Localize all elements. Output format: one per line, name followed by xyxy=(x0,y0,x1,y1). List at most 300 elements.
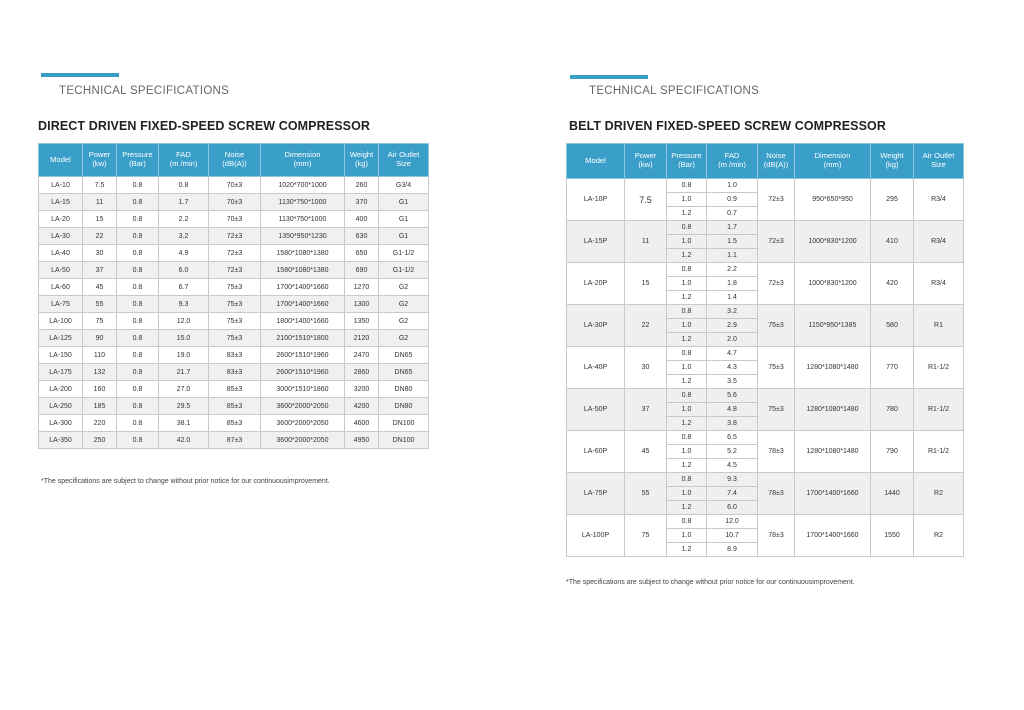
cell-pressure: 0.8 xyxy=(667,221,707,235)
column-header-label: Noise xyxy=(224,150,245,160)
cell-model: LA-30P xyxy=(567,305,625,347)
cell-pressure: 1.2 xyxy=(667,459,707,473)
cell-model: LA-100 xyxy=(39,313,83,330)
cell-pressure: 0.8 xyxy=(117,398,159,415)
cell-outlet: G3/4 xyxy=(379,177,429,194)
column-header xyxy=(795,144,871,179)
table-row xyxy=(39,381,429,398)
cell-pressure: 1.0 xyxy=(667,361,707,375)
column-header-label: Noise xyxy=(766,151,786,161)
cell-power: 15 xyxy=(625,263,667,305)
cell-dimension: 1700*1400*1660 xyxy=(795,515,871,557)
cell-noise: 72±3 xyxy=(758,221,795,263)
column-header-label: Weight xyxy=(349,150,374,160)
cell-fad: 1.7 xyxy=(159,194,209,211)
cell-power: 15 xyxy=(83,211,117,228)
cell-fad: 4.3 xyxy=(707,361,758,375)
cell-outlet: G1 xyxy=(379,211,429,228)
cell-dimension: 1130*750*1000 xyxy=(261,194,345,211)
cell-weight: 2470 xyxy=(345,347,379,364)
cell-pressure: 0.8 xyxy=(117,347,159,364)
cell-pressure: 1.0 xyxy=(667,403,707,417)
table-row xyxy=(39,364,429,381)
column-header-label: Model xyxy=(585,155,606,165)
cell-noise: 75±3 xyxy=(758,305,795,347)
footnote: *The specifications are subject to change without prior notice for our continuousimprovement. xyxy=(566,579,855,586)
column-header-unit: (Bar) xyxy=(129,159,146,168)
cell-model: LA-200 xyxy=(39,381,83,398)
cell-weight: 630 xyxy=(345,228,379,245)
cell-power: 45 xyxy=(625,431,667,473)
column-header-label: FAD xyxy=(176,150,191,160)
cell-fad: 9.3 xyxy=(159,296,209,313)
cell-dimension: 1700*1400*1660 xyxy=(261,296,345,313)
cell-outlet: G2 xyxy=(379,279,429,296)
column-header xyxy=(39,144,83,177)
cell-pressure: 0.8 xyxy=(117,313,159,330)
column-header xyxy=(159,144,209,177)
cell-pressure: 0.8 xyxy=(667,515,707,529)
cell-fad: 19.0 xyxy=(159,347,209,364)
cell-fad: 4.5 xyxy=(707,459,758,473)
table-row xyxy=(39,279,429,296)
cell-outlet: DN65 xyxy=(379,364,429,381)
cell-dimension: 1150*950*1385 xyxy=(795,305,871,347)
cell-noise: 75±3 xyxy=(209,313,261,330)
cell-weight: 4950 xyxy=(345,432,379,449)
cell-weight: 790 xyxy=(871,431,914,473)
cell-noise: 72±3 xyxy=(209,262,261,279)
cell-model: LA-10P xyxy=(567,179,625,221)
cell-dimension: 1580*1080*1380 xyxy=(261,245,345,262)
cell-fad: 42.0 xyxy=(159,432,209,449)
cell-power: 250 xyxy=(83,432,117,449)
cell-noise: 72±3 xyxy=(758,263,795,305)
cell-dimension: 2100*1510*1800 xyxy=(261,330,345,347)
cell-weight: 4200 xyxy=(345,398,379,415)
cell-pressure: 1.2 xyxy=(667,207,707,221)
cell-outlet: R1-1/2 xyxy=(914,389,964,431)
cell-fad: 4.9 xyxy=(159,245,209,262)
cell-weight: 1300 xyxy=(345,296,379,313)
column-header-label: Model xyxy=(50,154,71,164)
cell-outlet: DN80 xyxy=(379,381,429,398)
cell-fad: 6.0 xyxy=(159,262,209,279)
cell-noise: 75±3 xyxy=(209,330,261,347)
cell-fad: 8.9 xyxy=(707,543,758,557)
cell-pressure: 1.2 xyxy=(667,375,707,389)
table-row xyxy=(567,389,964,403)
cell-model: LA-40P xyxy=(567,347,625,389)
cell-power: 22 xyxy=(625,305,667,347)
cell-dimension: 1130*750*1000 xyxy=(261,211,345,228)
cell-dimension: 1280*1080*1480 xyxy=(795,431,871,473)
cell-dimension: 3600*2000*2050 xyxy=(261,398,345,415)
right-page xyxy=(512,0,1024,710)
cell-fad: 2.2 xyxy=(707,263,758,277)
cell-model: LA-175 xyxy=(39,364,83,381)
cell-pressure: 1.0 xyxy=(667,487,707,501)
cell-dimension: 1700*1400*1660 xyxy=(795,473,871,515)
cell-fad: 0.8 xyxy=(159,177,209,194)
column-header-unit: Size xyxy=(396,159,411,168)
cell-power: 7.5 xyxy=(83,177,117,194)
cell-dimension: 1800*1400*1660 xyxy=(261,313,345,330)
cell-pressure: 0.8 xyxy=(117,364,159,381)
cell-outlet: G2 xyxy=(379,313,429,330)
cell-power: 11 xyxy=(625,221,667,263)
cell-weight: 1550 xyxy=(871,515,914,557)
column-header-unit: (Bar) xyxy=(678,160,695,169)
cell-power: 30 xyxy=(83,245,117,262)
column-header-unit: (kg) xyxy=(354,159,369,168)
cell-fad: 29.5 xyxy=(159,398,209,415)
section-label: TECHNICAL SPECIFICATIONS xyxy=(59,85,230,97)
cell-fad: 1.1 xyxy=(707,249,758,263)
belt-driven-spec-table xyxy=(566,143,964,557)
cell-dimension: 1020*700*1000 xyxy=(261,177,345,194)
column-header-unit: (kw) xyxy=(638,160,653,169)
cell-fad: 5.6 xyxy=(707,389,758,403)
column-header-unit: (kg) xyxy=(885,160,899,169)
cell-weight: 650 xyxy=(345,245,379,262)
cell-fad: 10.7 xyxy=(707,529,758,543)
cell-weight: 420 xyxy=(871,263,914,305)
column-header xyxy=(667,144,707,179)
column-header xyxy=(379,144,429,177)
table-row xyxy=(567,221,964,235)
cell-noise: 78±3 xyxy=(758,473,795,515)
cell-outlet: R1-1/2 xyxy=(914,347,964,389)
cell-weight: 1350 xyxy=(345,313,379,330)
column-header-label: Power xyxy=(88,150,111,160)
table-row xyxy=(39,347,429,364)
cell-noise: 72±3 xyxy=(209,228,261,245)
cell-pressure: 1.2 xyxy=(667,543,707,557)
cell-pressure: 0.8 xyxy=(667,389,707,403)
cell-noise: 72±3 xyxy=(758,179,795,221)
cell-outlet: R3/4 xyxy=(914,221,964,263)
cell-pressure: 0.8 xyxy=(117,194,159,211)
cell-pressure: 1.0 xyxy=(667,235,707,249)
table-row xyxy=(567,305,964,319)
cell-model: LA-125 xyxy=(39,330,83,347)
table-row xyxy=(567,515,964,529)
column-header-label: Air Outlet xyxy=(387,150,420,160)
cell-dimension: 950*650*950 xyxy=(795,179,871,221)
cell-pressure: 0.8 xyxy=(667,305,707,319)
cell-power: 55 xyxy=(83,296,117,313)
column-header-unit: (kw) xyxy=(92,159,107,168)
cell-fad: 2.2 xyxy=(159,211,209,228)
accent-bar xyxy=(570,75,648,79)
cell-weight: 2120 xyxy=(345,330,379,347)
column-header xyxy=(117,144,159,177)
cell-pressure: 1.0 xyxy=(667,529,707,543)
cell-weight: 780 xyxy=(871,389,914,431)
cell-weight: 1270 xyxy=(345,279,379,296)
cell-pressure: 0.8 xyxy=(117,262,159,279)
cell-noise: 70±3 xyxy=(209,211,261,228)
cell-noise: 72±3 xyxy=(209,245,261,262)
table-header-row xyxy=(39,144,429,177)
table-row xyxy=(39,330,429,347)
cell-outlet: DN80 xyxy=(379,398,429,415)
cell-model: LA-15 xyxy=(39,194,83,211)
cell-fad: 6.0 xyxy=(707,501,758,515)
table-row xyxy=(567,179,964,193)
cell-model: LA-15P xyxy=(567,221,625,263)
column-header xyxy=(758,144,795,179)
cell-noise: 83±3 xyxy=(209,364,261,381)
cell-outlet: R2 xyxy=(914,473,964,515)
table-title: BELT DRIVEN FIXED-SPEED SCREW COMPRESSOR xyxy=(569,119,886,133)
cell-power: 75 xyxy=(83,313,117,330)
cell-fad: 27.0 xyxy=(159,381,209,398)
cell-outlet: DN100 xyxy=(379,432,429,449)
column-header xyxy=(707,144,758,179)
table-row xyxy=(39,415,429,432)
table-row xyxy=(567,263,964,277)
column-header xyxy=(345,144,379,177)
cell-fad: 1.8 xyxy=(707,277,758,291)
cell-model: LA-20 xyxy=(39,211,83,228)
table-row xyxy=(39,177,429,194)
cell-weight: 260 xyxy=(345,177,379,194)
column-header-label: Dimension xyxy=(284,150,321,160)
cell-power: 37 xyxy=(83,262,117,279)
cell-weight: 770 xyxy=(871,347,914,389)
cell-fad: 0.7 xyxy=(707,207,758,221)
cell-weight: 3200 xyxy=(345,381,379,398)
column-header-unit: (mm) xyxy=(823,160,842,169)
table-row xyxy=(39,228,429,245)
cell-fad: 1.5 xyxy=(707,235,758,249)
cell-power: 132 xyxy=(83,364,117,381)
cell-model: LA-50P xyxy=(567,389,625,431)
cell-pressure: 0.8 xyxy=(117,381,159,398)
table-row xyxy=(39,245,429,262)
cell-dimension: 1000*830*1200 xyxy=(795,263,871,305)
cell-power: 22 xyxy=(83,228,117,245)
cell-power: 11 xyxy=(83,194,117,211)
cell-outlet: G1-1/2 xyxy=(379,262,429,279)
cell-outlet: R1 xyxy=(914,305,964,347)
cell-weight: 4600 xyxy=(345,415,379,432)
cell-dimension: 1280*1080*1480 xyxy=(795,389,871,431)
cell-pressure: 1.0 xyxy=(667,193,707,207)
cell-pressure: 0.8 xyxy=(117,228,159,245)
cell-fad: 3.2 xyxy=(159,228,209,245)
cell-dimension: 3600*2000*2050 xyxy=(261,432,345,449)
cell-model: LA-10 xyxy=(39,177,83,194)
cell-model: LA-60P xyxy=(567,431,625,473)
cell-fad: 9.3 xyxy=(707,473,758,487)
cell-noise: 85±3 xyxy=(209,415,261,432)
cell-power: 37 xyxy=(625,389,667,431)
cell-dimension: 1580*1080*1380 xyxy=(261,262,345,279)
cell-noise: 85±3 xyxy=(209,381,261,398)
column-header-label: FAD xyxy=(724,151,740,161)
cell-power: 110 xyxy=(83,347,117,364)
cell-model: LA-250 xyxy=(39,398,83,415)
footnote: *The specifications are subject to change without prior notice for our continuousimprovement. xyxy=(41,478,330,485)
cell-weight: 1440 xyxy=(871,473,914,515)
cell-weight: 295 xyxy=(871,179,914,221)
cell-outlet: R1-1/2 xyxy=(914,431,964,473)
cell-model: LA-40 xyxy=(39,245,83,262)
cell-weight: 2860 xyxy=(345,364,379,381)
cell-noise: 75±3 xyxy=(758,347,795,389)
table-row xyxy=(39,296,429,313)
table-row xyxy=(39,211,429,228)
cell-pressure: 0.8 xyxy=(667,179,707,193)
column-header xyxy=(625,144,667,179)
cell-fad: 5.2 xyxy=(707,445,758,459)
cell-outlet: G1-1/2 xyxy=(379,245,429,262)
table-row xyxy=(39,313,429,330)
cell-pressure: 1.0 xyxy=(667,319,707,333)
cell-noise: 75±3 xyxy=(758,389,795,431)
cell-dimension: 2600*1510*1960 xyxy=(261,347,345,364)
cell-outlet: G2 xyxy=(379,296,429,313)
cell-fad: 2.0 xyxy=(707,333,758,347)
cell-outlet: DN100 xyxy=(379,415,429,432)
column-header-unit: (m /min) xyxy=(169,159,198,168)
cell-weight: 400 xyxy=(345,211,379,228)
cell-power: 45 xyxy=(83,279,117,296)
cell-model: LA-350 xyxy=(39,432,83,449)
column-header-label: Weight xyxy=(880,151,904,161)
cell-model: LA-30 xyxy=(39,228,83,245)
cell-pressure: 0.8 xyxy=(117,279,159,296)
column-header-unit: (dB(A)) xyxy=(222,159,247,168)
cell-dimension: 3000*1510*1860 xyxy=(261,381,345,398)
cell-outlet: G1 xyxy=(379,194,429,211)
cell-outlet: R3/4 xyxy=(914,263,964,305)
cell-power: 90 xyxy=(83,330,117,347)
cell-outlet: R3/4 xyxy=(914,179,964,221)
cell-fad: 1.4 xyxy=(707,291,758,305)
column-header-label: Pressure xyxy=(671,151,702,161)
table-row xyxy=(567,473,964,487)
column-header xyxy=(209,144,261,177)
cell-fad: 3.8 xyxy=(707,417,758,431)
cell-pressure: 1.2 xyxy=(667,417,707,431)
cell-pressure: 1.0 xyxy=(667,277,707,291)
cell-fad: 3.5 xyxy=(707,375,758,389)
cell-dimension: 1350*950*1230 xyxy=(261,228,345,245)
cell-pressure: 1.0 xyxy=(667,445,707,459)
cell-fad: 2.9 xyxy=(707,319,758,333)
table-row xyxy=(39,432,429,449)
cell-pressure: 0.8 xyxy=(667,431,707,445)
cell-model: LA-20P xyxy=(567,263,625,305)
cell-power: 220 xyxy=(83,415,117,432)
cell-fad: 12.0 xyxy=(707,515,758,529)
cell-pressure: 0.8 xyxy=(117,211,159,228)
cell-dimension: 1700*1400*1660 xyxy=(261,279,345,296)
column-header-unit: (m /min) xyxy=(718,160,746,169)
table-row xyxy=(39,194,429,211)
cell-noise: 78±3 xyxy=(758,431,795,473)
cell-pressure: 0.8 xyxy=(117,432,159,449)
cell-pressure: 1.2 xyxy=(667,501,707,515)
cell-power: 55 xyxy=(625,473,667,515)
cell-fad: 38.1 xyxy=(159,415,209,432)
cell-dimension: 2600*1510*1960 xyxy=(261,364,345,381)
cell-outlet: R2 xyxy=(914,515,964,557)
cell-noise: 70±3 xyxy=(209,177,261,194)
cell-power: 160 xyxy=(83,381,117,398)
cell-model: LA-150 xyxy=(39,347,83,364)
cell-noise: 87±3 xyxy=(209,432,261,449)
cell-dimension: 1000*830*1200 xyxy=(795,221,871,263)
cell-fad: 21.7 xyxy=(159,364,209,381)
cell-pressure: 1.2 xyxy=(667,333,707,347)
column-header xyxy=(567,144,625,179)
column-header xyxy=(261,144,345,177)
table-row xyxy=(39,262,429,279)
cell-outlet: DN65 xyxy=(379,347,429,364)
cell-weight: 690 xyxy=(345,262,379,279)
table-row xyxy=(39,398,429,415)
column-header-label: Air Outlet xyxy=(922,151,955,161)
column-header-label: Power xyxy=(634,151,657,161)
cell-pressure: 0.8 xyxy=(117,415,159,432)
cell-fad: 1.7 xyxy=(707,221,758,235)
table-header-row xyxy=(567,144,964,179)
cell-model: LA-100P xyxy=(567,515,625,557)
cell-noise: 70±3 xyxy=(209,194,261,211)
cell-pressure: 0.8 xyxy=(667,473,707,487)
cell-fad: 7.4 xyxy=(707,487,758,501)
column-header-label: Pressure xyxy=(122,150,153,160)
cell-power: 7.5 xyxy=(625,179,667,221)
cell-fad: 3.2 xyxy=(707,305,758,319)
cell-model: LA-75P xyxy=(567,473,625,515)
table-row xyxy=(567,347,964,361)
cell-noise: 75±3 xyxy=(209,279,261,296)
section-label: TECHNICAL SPECIFICATIONS xyxy=(589,85,760,97)
column-header-unit: (mm) xyxy=(293,159,312,168)
cell-fad: 0.9 xyxy=(707,193,758,207)
cell-model: LA-60 xyxy=(39,279,83,296)
cell-weight: 580 xyxy=(871,305,914,347)
table-title: DIRECT DRIVEN FIXED-SPEED SCREW COMPRESSOR xyxy=(38,119,371,133)
cell-pressure: 0.8 xyxy=(117,330,159,347)
column-header xyxy=(83,144,117,177)
cell-pressure: 0.8 xyxy=(117,177,159,194)
cell-pressure: 1.2 xyxy=(667,249,707,263)
accent-bar xyxy=(41,73,119,77)
cell-fad: 4.7 xyxy=(707,347,758,361)
table-row xyxy=(567,431,964,445)
cell-fad: 4.8 xyxy=(707,403,758,417)
cell-pressure: 1.2 xyxy=(667,291,707,305)
cell-outlet: G1 xyxy=(379,228,429,245)
cell-noise: 78±3 xyxy=(758,515,795,557)
cell-fad: 6.5 xyxy=(707,431,758,445)
cell-weight: 370 xyxy=(345,194,379,211)
cell-pressure: 0.8 xyxy=(667,263,707,277)
column-header xyxy=(871,144,914,179)
cell-pressure: 0.8 xyxy=(117,245,159,262)
cell-pressure: 0.8 xyxy=(667,347,707,361)
cell-power: 30 xyxy=(625,347,667,389)
cell-dimension: 3600*2000*2050 xyxy=(261,415,345,432)
cell-model: LA-300 xyxy=(39,415,83,432)
